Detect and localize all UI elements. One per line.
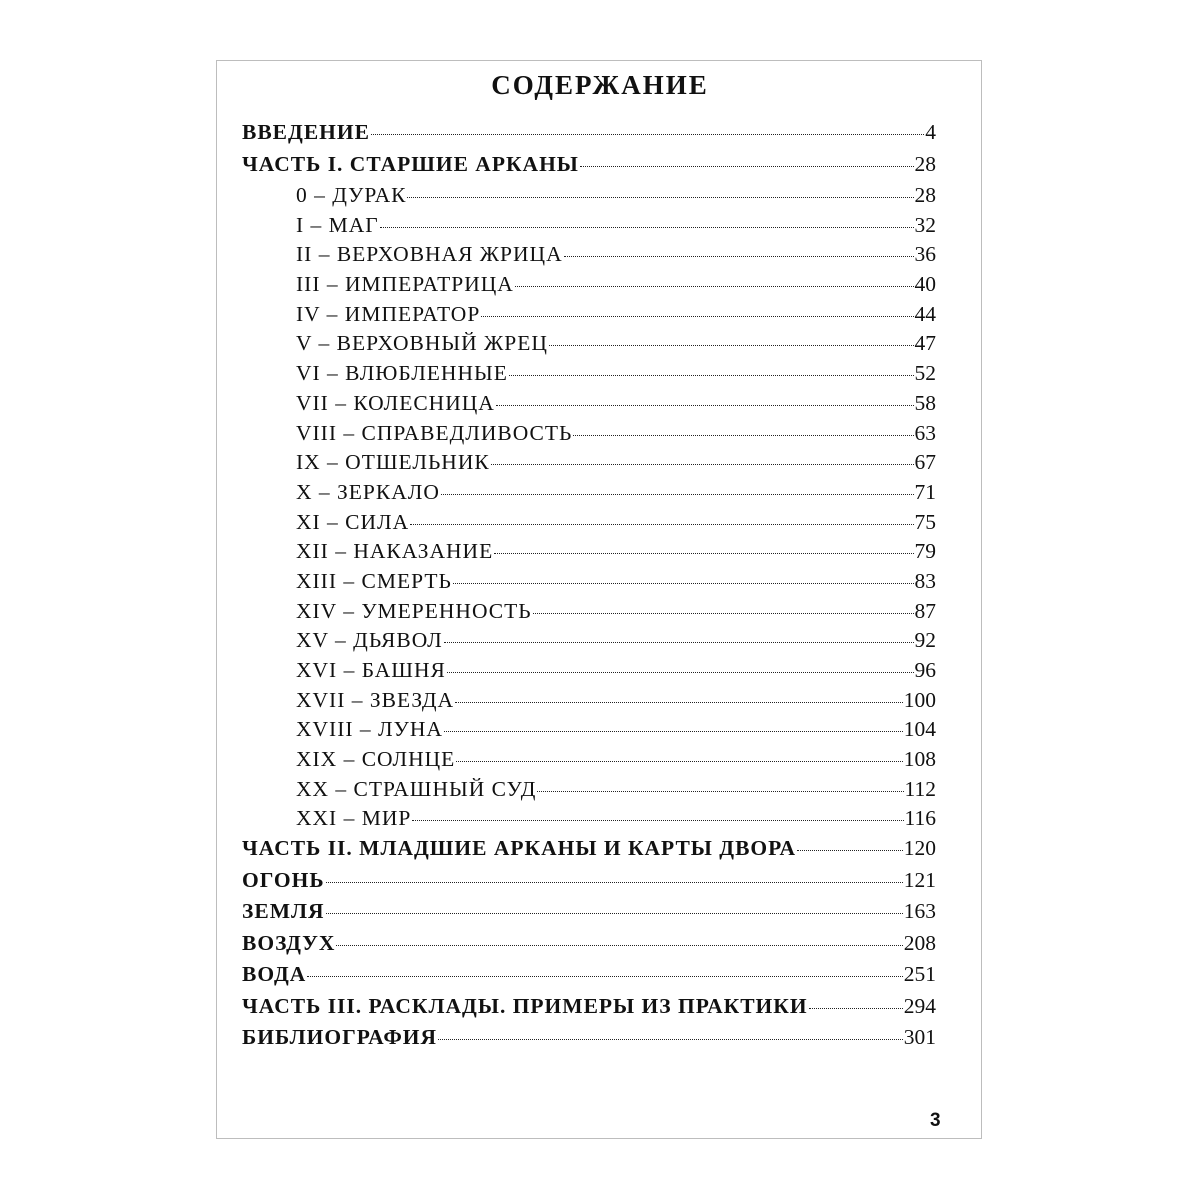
toc-entry bbox=[242, 717, 936, 747]
toc-entry-page: 120 bbox=[903, 836, 936, 861]
toc-dot-leader bbox=[326, 913, 903, 914]
toc-dot-leader bbox=[533, 613, 914, 614]
toc-entry-label: ВВЕДЕНИЕ bbox=[242, 120, 370, 144]
toc-dot-leader bbox=[444, 731, 903, 732]
toc-entry bbox=[242, 658, 936, 688]
toc-entry-label: ЧАСТЬ I. СТАРШИЕ АРКАНЫ bbox=[242, 151, 579, 176]
toc-entry-label: XIV – УМЕРЕННОСТЬ bbox=[296, 598, 532, 623]
toc-entry-page: 36 bbox=[914, 242, 936, 267]
toc-entry-label: ЧАСТЬ III. РАСКЛАДЫ. ПРИМЕРЫ ИЗ ПРАКТИКИ bbox=[242, 993, 808, 1018]
toc-entry bbox=[242, 510, 936, 540]
toc-dot-leader bbox=[573, 435, 913, 436]
toc-entry-label: XV – ДЬЯВОЛ bbox=[296, 628, 443, 653]
toc-dot-leader bbox=[494, 553, 913, 554]
toc-entry bbox=[242, 539, 936, 569]
toc-entry-label: XIX – СОЛНЦЕ bbox=[296, 747, 456, 772]
toc-dot-leader bbox=[307, 976, 902, 977]
toc-dot-leader bbox=[336, 945, 902, 946]
toc-entry bbox=[242, 599, 936, 629]
toc-dot-leader bbox=[809, 1008, 903, 1009]
toc-entry-label: I – МАГ bbox=[296, 212, 379, 237]
toc-dot-leader bbox=[447, 672, 914, 673]
toc-entry-label: ВОДА bbox=[242, 962, 307, 987]
toc-entry bbox=[242, 836, 936, 868]
toc-entry-page: 83 bbox=[914, 568, 936, 593]
toc-dot-leader bbox=[549, 345, 914, 346]
toc-entry bbox=[242, 931, 936, 963]
toc-entry-label: IV – ИМПЕРАТОР bbox=[296, 301, 481, 326]
toc-entry-label: VI – ВЛЮБЛЕННЫЕ bbox=[296, 361, 508, 386]
toc-entry-label: XI – СИЛА bbox=[296, 509, 410, 534]
toc-entry-label: ОГОНЬ bbox=[242, 867, 325, 892]
toc-entry-page: 58 bbox=[914, 390, 936, 415]
toc-dot-leader bbox=[453, 583, 914, 584]
toc-entry bbox=[242, 994, 936, 1026]
toc-entry-page: 100 bbox=[903, 687, 936, 712]
toc-entry-page: 87 bbox=[914, 598, 936, 623]
toc-dot-leader bbox=[326, 882, 903, 883]
toc-entry bbox=[242, 421, 936, 451]
toc-entry bbox=[242, 569, 936, 599]
toc-entry-page: 67 bbox=[914, 450, 936, 475]
toc-entry-label: XIII – СМЕРТЬ bbox=[296, 568, 452, 593]
toc-dot-leader bbox=[455, 702, 903, 703]
toc-entry-page: 92 bbox=[914, 628, 936, 653]
toc-dot-leader bbox=[407, 197, 913, 198]
toc-entry-page: 32 bbox=[914, 212, 936, 237]
toc-dot-leader bbox=[412, 820, 903, 821]
toc-entry bbox=[242, 747, 936, 777]
toc-entry bbox=[242, 361, 936, 391]
toc-entry-page: 108 bbox=[903, 747, 936, 772]
toc-dot-leader bbox=[438, 1039, 903, 1040]
toc-entry bbox=[242, 213, 936, 243]
toc-dot-leader bbox=[410, 524, 913, 525]
toc-entry-page: 40 bbox=[914, 272, 936, 297]
toc-entry-page: 121 bbox=[903, 867, 936, 892]
toc-entry bbox=[242, 480, 936, 510]
toc-entry-label: XII – НАКАЗАНИЕ bbox=[296, 539, 494, 564]
toc-dot-leader bbox=[371, 134, 924, 135]
toc-entry-label: XVII – ЗВЕЗДА bbox=[296, 687, 455, 712]
toc-entry-label: XX – СТРАШНЫЙ СУД bbox=[296, 776, 537, 801]
toc-entry-page: 71 bbox=[914, 479, 936, 504]
toc-dot-leader bbox=[564, 256, 914, 257]
toc-entry-page: 28 bbox=[914, 183, 936, 207]
toc-entry-label: ЗЕМЛЯ bbox=[242, 899, 325, 924]
toc-dot-leader bbox=[496, 405, 914, 406]
toc-entry-label: XXI – МИР bbox=[296, 806, 412, 831]
toc-entry bbox=[242, 242, 936, 272]
toc-entry bbox=[242, 1025, 936, 1057]
toc-entry-page: 52 bbox=[914, 361, 936, 386]
toc-entry-label: II – ВЕРХОВНАЯ ЖРИЦА bbox=[296, 242, 563, 267]
toc-entry bbox=[242, 331, 936, 361]
toc-entry-page: 75 bbox=[914, 509, 936, 534]
toc-entry bbox=[242, 962, 936, 994]
toc-entry-label: БИБЛИОГРАФИЯ bbox=[242, 1025, 438, 1050]
page-title: СОДЕРЖАНИЕ bbox=[491, 70, 709, 100]
toc-entry-label: XVI – БАШНЯ bbox=[296, 658, 446, 682]
toc-entry bbox=[242, 302, 936, 332]
toc-dot-leader bbox=[580, 166, 914, 167]
toc-dot-leader bbox=[456, 761, 902, 762]
toc-entry-page: 163 bbox=[903, 899, 936, 924]
toc-entry-page: 104 bbox=[903, 717, 936, 742]
toc-entry-label: XVIII – ЛУНА bbox=[296, 717, 443, 742]
toc-entry-label: IX – ОТШЕЛЬНИК bbox=[296, 450, 490, 475]
toc-dot-leader bbox=[441, 494, 914, 495]
toc-entry-label: 0 – ДУРАК bbox=[296, 183, 407, 207]
toc-entry bbox=[242, 183, 936, 213]
table-of-contents bbox=[242, 120, 936, 1057]
toc-entry-page: 208 bbox=[903, 930, 936, 955]
toc-entry bbox=[242, 899, 936, 931]
toc-entry-page: 116 bbox=[904, 806, 936, 831]
toc-entry bbox=[242, 391, 936, 421]
toc-dot-leader bbox=[380, 227, 914, 228]
toc-entry bbox=[242, 152, 936, 184]
toc-entry-label: VII – КОЛЕСНИЦА bbox=[296, 390, 495, 415]
toc-entry bbox=[242, 628, 936, 658]
toc-entry-page: 28 bbox=[914, 151, 936, 176]
toc-entry bbox=[242, 806, 936, 836]
toc-entry-page: 47 bbox=[914, 331, 936, 356]
toc-entry-page: 301 bbox=[903, 1025, 936, 1050]
toc-entry-page: 79 bbox=[914, 539, 936, 564]
toc-entry-page: 294 bbox=[903, 993, 936, 1018]
page-number: 3 bbox=[930, 1110, 941, 1131]
toc-entry-page: 4 bbox=[925, 120, 936, 144]
toc-entry bbox=[242, 450, 936, 480]
toc-dot-leader bbox=[797, 850, 903, 851]
toc-entry-label: VIII – СПРАВЕДЛИВОСТЬ bbox=[296, 420, 573, 445]
toc-dot-leader bbox=[444, 642, 914, 643]
toc-dot-leader bbox=[481, 316, 913, 317]
toc-entry-page: 112 bbox=[904, 776, 936, 801]
toc-entry bbox=[242, 272, 936, 302]
toc-entry-page: 44 bbox=[914, 301, 936, 326]
toc-dot-leader bbox=[515, 286, 914, 287]
toc-entry-page: 63 bbox=[914, 420, 936, 445]
toc-dot-leader bbox=[509, 375, 914, 376]
toc-dot-leader bbox=[491, 464, 914, 465]
toc-entry-label: ВОЗДУХ bbox=[242, 930, 336, 955]
toc-entry-page: 251 bbox=[903, 962, 936, 987]
toc-entry bbox=[242, 868, 936, 900]
toc-entry-label: V – ВЕРХОВНЫЙ ЖРЕЦ bbox=[296, 331, 548, 356]
toc-entry-label: X – ЗЕРКАЛО bbox=[296, 479, 440, 504]
toc-entry bbox=[242, 688, 936, 718]
toc-entry-label: III – ИМПЕРАТРИЦА bbox=[296, 272, 514, 297]
toc-entry bbox=[242, 120, 936, 152]
toc-entry bbox=[242, 777, 936, 807]
toc-dot-leader bbox=[537, 791, 903, 792]
toc-entry-page: 96 bbox=[914, 658, 936, 682]
toc-entry-label: ЧАСТЬ II. МЛАДШИЕ АРКАНЫ И КАРТЫ ДВОРА bbox=[242, 836, 797, 861]
